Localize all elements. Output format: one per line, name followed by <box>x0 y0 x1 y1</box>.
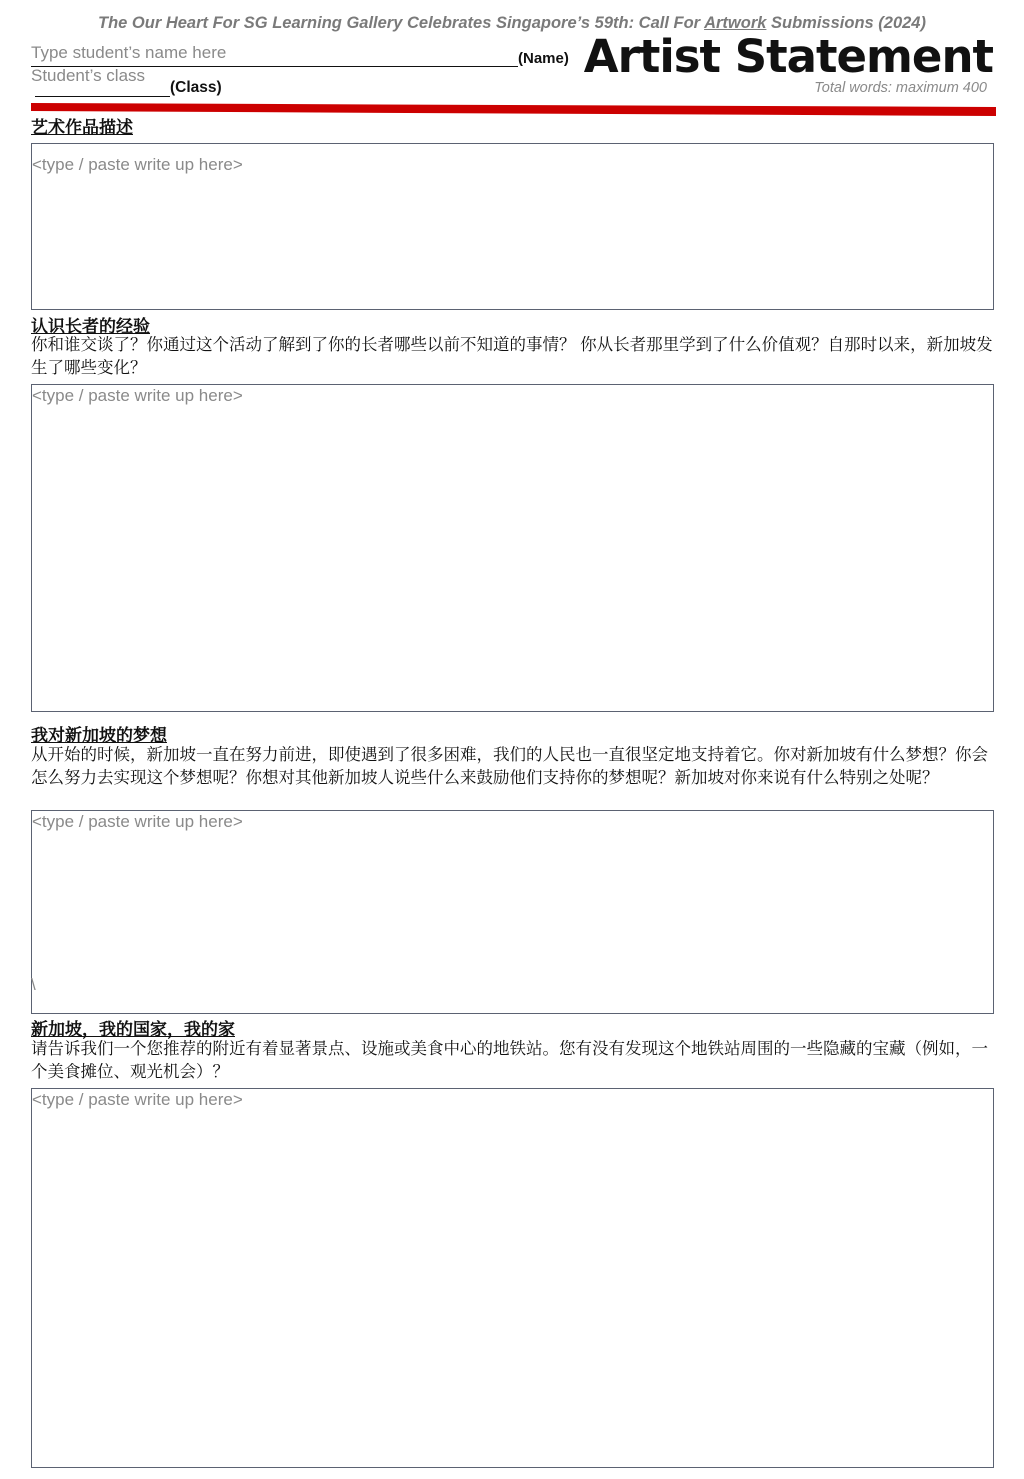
singapore-dream-input[interactable] <box>32 811 993 1013</box>
class-underline <box>35 96 170 97</box>
my-home-box <box>31 1088 994 1468</box>
section-my-home-prompt: 请告诉我们一个您推荐的附近有着显著景点、设施或美食中心的地铁站。您有没有发现这个地铁站周围的一些隐藏的宝藏（例如，一个美食摊位、观光机会）？ <box>31 1040 988 1081</box>
section-elder-experience-title: 认识长者的经验 <box>31 317 150 336</box>
section-singapore-dream-prompt: 从开始的时候，新加坡一直在努力前进，即使遇到了很多困难，我们的人民也一直很坚定地支持着它。你对新加坡有什么梦想？你会怎么努力去实现这个梦想呢？你想对其他新加坡人说些什么来鼓励他们支持你的梦想呢？新加坡对你来说有什么特别之处呢？ <box>31 746 988 787</box>
elder-experience-box <box>31 384 994 712</box>
banner-text-end: Submissions (2024) <box>766 14 926 32</box>
name-label: (Name) <box>518 50 569 67</box>
stray-backslash: \ <box>31 975 36 994</box>
section-elder-experience-prompt: 你和谁交谈了？你通过这个活动了解到了你的长者哪些以前不知道的事情？ 你从长者那里学到了什么价值观？自那时以来，新加坡发生了哪些变化？ <box>31 336 993 377</box>
student-name-input[interactable] <box>31 42 511 64</box>
class-label: (Class) <box>170 79 222 96</box>
banner-text-start: The Our Heart For SG Learning Gallery Celebrates Singapore’s 59th: Call For <box>98 14 705 32</box>
banner-artwork-link: Artwork <box>704 14 767 32</box>
section-artwork-description-title: 艺术作品描述 <box>31 118 133 137</box>
singapore-dream-box <box>31 810 994 1014</box>
elder-experience-input[interactable] <box>32 385 993 711</box>
red-divider <box>31 99 997 117</box>
section-my-home-title: 新加坡，我的国家，我的家 <box>31 1020 235 1039</box>
my-home-input[interactable] <box>32 1089 993 1467</box>
section-singapore-dream-title: 我对新加坡的梦想 <box>31 726 167 745</box>
artwork-description-input[interactable] <box>32 144 993 309</box>
page-title: Artist Statement <box>583 30 993 83</box>
word-limit-note: Total words: maximum 400 <box>814 80 987 96</box>
artwork-description-box <box>31 143 994 310</box>
